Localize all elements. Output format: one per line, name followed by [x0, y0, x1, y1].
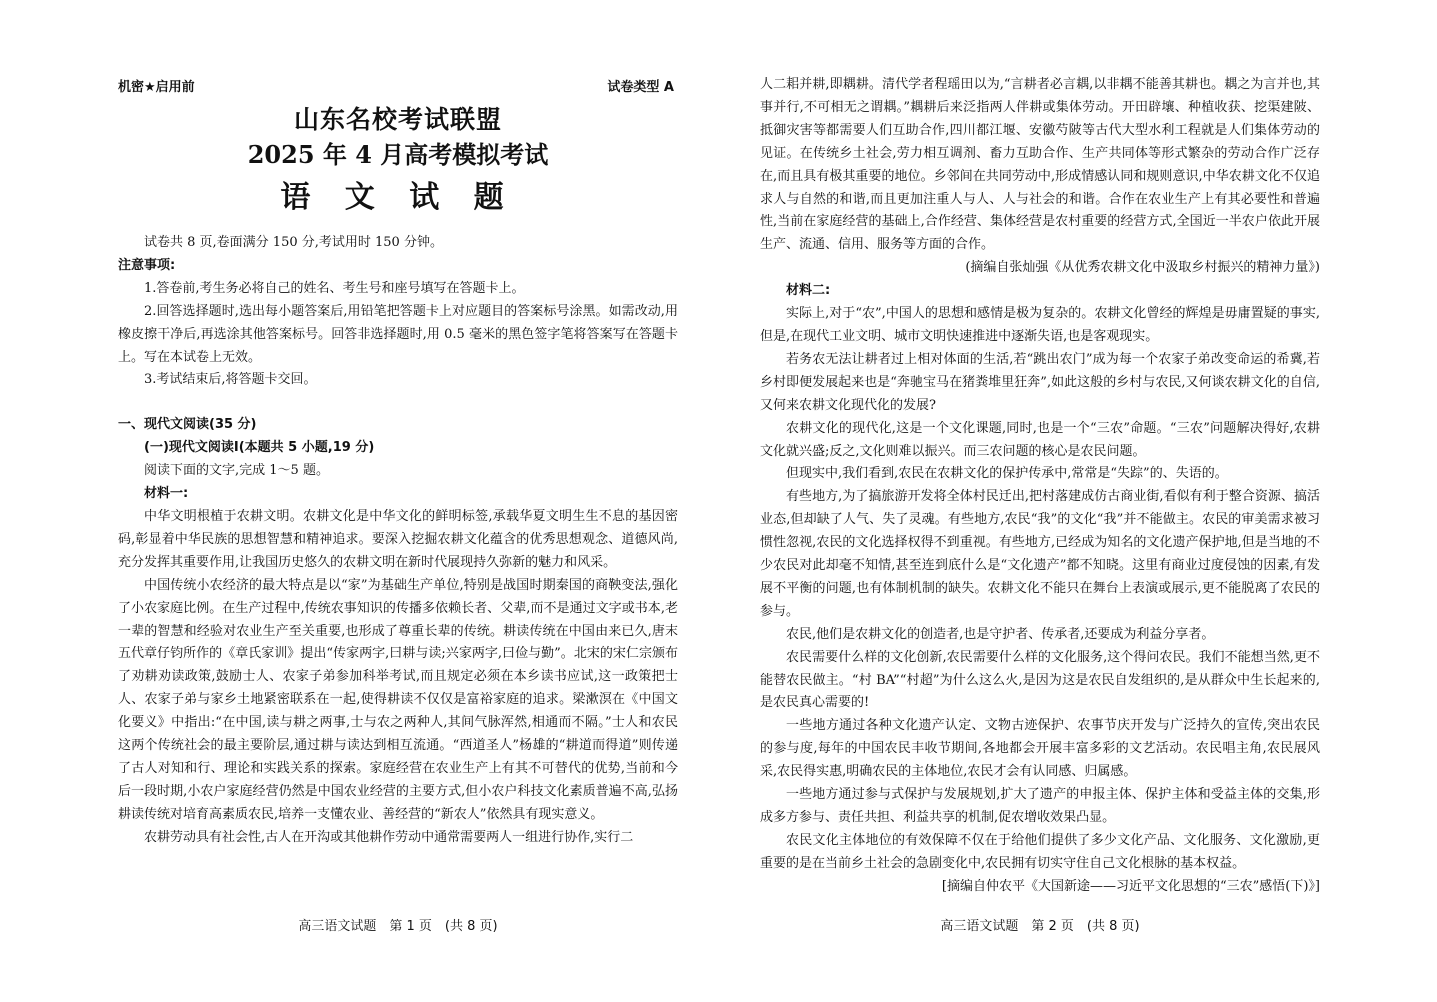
title-subject: 语 文 试 题: [280, 180, 516, 215]
material-2-paragraph-7: 农民需要什么样的文化创新,农民需要什么样的文化服务,这个得问农民。我们不能想当然,更不能替农民做主。“村 BA”“村超”为什么这么火,是因为这是农民自发组织的,是从群众中生长起来的,是农民真心需要的!: [760, 649, 1320, 711]
material-2-paragraph-4: 但现实中,我们看到,农民在农耕文化的保护传承中,常常是“失踪”的、失语的。: [786, 466, 1228, 482]
material-2-paragraph-9: 一些地方通过参与式保护与发展规划,扩大了遗产的申报主体、保护主体和受益主体的交集,形成多方参与、责任共担、利益共享的机制,促农增收效果凸显。: [760, 787, 1320, 825]
page-2: [760, 0, 1320, 1002]
material-1-paragraph-3-continued: 人二耜并耕,即耦耕。清代学者程瑶田以为,“言耕者必言耦,以非耦不能善其耕也。耦之为言并也,其事并行,不可相无之谓耦。”耦耕后来泛指两人伴耕或集体劳动。开田辟壤、种植收获、挖渠建陂、抵御灾害等都需要人们互助合作,四川都江堰、安徽芍陂等古代大型水利工程就是人们集体劳动的见证。在传统乡土社会,劳力相互调剂、畜力互助合作、生产共同体等形式繁杂的劳动合作广泛存在,而且具有极其重要的地位。乡邻间在共同劳动中,形成情感认同和规则意识,中华农耕文化不仅追求人与自然的和谐,而且更加注重人与人、人与社会的和谐。合作在农业生产上有其必要性和普遍性,当前在家庭经营的基础上,合作经营、集体经营是农村重要的经营方式,全国近一半农户依此开展生产、流通、信用、服务等方面的合作。: [760, 77, 1320, 253]
page-1: [118, 0, 678, 1002]
note-2: 2.回答选择题时,选出每小题答案后,用铅笔把答题卡上对应题目的答案标号涂黑。如需改动,用橡皮擦干净后,再选涂其他答案标号。回答非选择题时,用 0.5 毫米的黑色签字笔将答案写在答题卡上。写在本试卷上无效。: [118, 303, 678, 365]
material-2-paragraph-2: 若务农无法让耕者过上相对体面的生活,若“跳出农门”成为每一个农家子弟改变命运的希冀,若乡村即便发展起来也是“奔驰宝马在猪粪堆里狂奔”,如此这般的乡村与农民,又何谈农耕文化的自信,又何来农耕文化现代化的发展?: [760, 351, 1320, 413]
instruction: 阅读下面的文字,完成 1～5 题。: [144, 463, 329, 479]
material-1-heading: 材料一:: [144, 486, 189, 502]
material-2-paragraph-3: 农耕文化的现代化,这是一个文化课题,同时,也是一个“三农”命题。“三农”问题解决得好,农耕文化就兴盛;反之,文化则难以振兴。而三农问题的核心是农民问题。: [760, 420, 1320, 459]
exam-intro: 试卷共 8 页,卷面满分 150 分,考试用时 150 分钟。: [144, 235, 443, 250]
section-heading: 一、现代文阅读(35 分): [118, 417, 257, 433]
page-1-body: [118, 232, 678, 850]
material-1-paragraph-2: 中国传统小农经济的最大特点是以“家”为基础生产单位,特别是战国时期秦国的商鞅变法,强化了小农家庭比例。在生产过程中,传统农事知识的传播多依赖长者、父辈,而不是通过文字或书本,老一辈的智慧和经验对农业生产至关重要,也形成了尊重长辈的传统。耕读传统在中国由来已久,唐末五代章仔钧所作的《章氏家训》提出“传家两字,曰耕与读;兴家两字,曰俭与勤”。北宋的宋仁宗颁布了劝耕劝读政策,鼓励士人、农家子弟参加科举考试,而且规定必须在本乡读书应试,这一政策把士人、农家子弟与家乡土地紧密联系在一起,使得耕读不仅仅是富裕家庭的追求。梁漱溟在《中国文化要义》中指出:“在中国,读与耕之两事,士与农之两种人,其间气脉浑然,相通而不隔。”士人和农民这两个传统社会的最主要阶层,通过耕与读达到相互流通。“西道圣人”杨雄的“耕道而得道”则传递了古人对知和行、理论和实践关系的探索。家庭经营在农业生产上有其不可替代的优势,当前和今后一段时期,小农户家庭经营仍然是中国农业经营的主要方式,但小农户科技文化素质普遍不高,弘扬耕读传统对培育高素质农民,培养一支懂农业、善经营的“新农人”依然具有现实意义。: [118, 577, 678, 822]
confidential-label: 机密★启用前: [118, 80, 195, 95]
note-3: 3.考试结束后,将答题卡交回。: [144, 372, 317, 388]
note-1: 1.答卷前,考生务必将自己的姓名、考生号和座号填写在答题卡上。: [144, 280, 525, 296]
material-2-paragraph-5: 有些地方,为了搞旅游开发将全体村民迁出,把村落建成仿古商业街,看似有利于整合资源、搞活业态,但却缺了人气、失了灵魂。有些地方,农民“我”的文化“我”并不能做主。农民的审美需求被习惯性忽视,农民的文化选择权得不到重视。有些地方,已经成为知名的文化遗产保护地,但是当地的不少农民对此却毫不知情,甚至连到底什么是“文化遗产”都不知晓。这里有商业过度侵蚀的因素,有发展不平衡的问题,也有体制机制的缺失。农耕文化不能只在舞台上表演或展示,更不能脱离了农民的参与。: [760, 489, 1320, 619]
paper-type-label: 试卷类型 A: [607, 80, 674, 95]
subsection-heading: (一)现代文阅读Ⅰ(本题共 5 小题,19 分): [144, 440, 375, 456]
title-exam: 2025 年 4 月高考模拟考试: [247, 140, 549, 169]
source-citation-1: (摘编自张灿强《从优秀农耕文化中汲取乡村振兴的精神力量》): [965, 260, 1320, 276]
material-2-paragraph-6: 农民,他们是农耕文化的创造者,也是守护者、传承者,还要成为利益分享者。: [786, 626, 1215, 642]
page-2-footer: 高三语文试题 第 2 页 (共 8 页): [940, 919, 1140, 934]
page-2-body: [760, 74, 1320, 899]
notes-heading: 注意事项:: [118, 257, 176, 273]
material-2-heading: 材料二:: [786, 283, 831, 299]
title-organization: 山东名校考试联盟: [293, 105, 502, 134]
material-2-paragraph-8: 一些地方通过各种文化遗产认定、文物古迹保护、农事节庆开发与广泛持久的宣传,突出农民的参与度,每年的中国农民丰收节期间,各地都会开展丰富多彩的文艺活动。农民唱主角,农民展风采,农民得实惠,明确农民的主体地位,农民才会有认同感、归属感。: [760, 718, 1320, 780]
material-2-paragraph-1: 实际上,对于“农”,中国人的思想和感情是极为复杂的。农耕文化曾经的辉煌是毋庸置疑的事实,但是,在现代工业文明、城市文明快速推进中逐渐失语,也是客观现实。: [760, 306, 1320, 344]
material-1-paragraph-1: 中华文明根植于农耕文明。农耕文化是中华文化的鲜明标签,承载华夏文明生生不息的基因密码,彰显着中华民族的思想智慧和精神追求。要深入挖掘农耕文化蕴含的优秀思想观念、道德风尚,充分发挥其重要作用,让我国历史悠久的农耕文明在新时代展现持久弥新的魅力和风采。: [118, 508, 678, 570]
header-row: [118, 76, 678, 96]
source-citation-2: [摘编自仲农平《大国新途——习近平文化思想的“三农”感悟(下)》]: [941, 878, 1320, 894]
page-1-footer: 高三语文试题 第 1 页 (共 8 页): [298, 919, 498, 934]
material-1-paragraph-3: 农耕劳动具有社会性,古人在开沟或其他耕作劳动中通常需要两人一组进行协作,实行二: [144, 829, 634, 845]
material-2-paragraph-10: 农民文化主体地位的有效保障不仅在于给他们提供了多少文化产品、文化服务、文化激励,更重要的是在当前乡土社会的急剧变化中,农民拥有切实守住自己文化根脉的基本权益。: [760, 832, 1320, 871]
